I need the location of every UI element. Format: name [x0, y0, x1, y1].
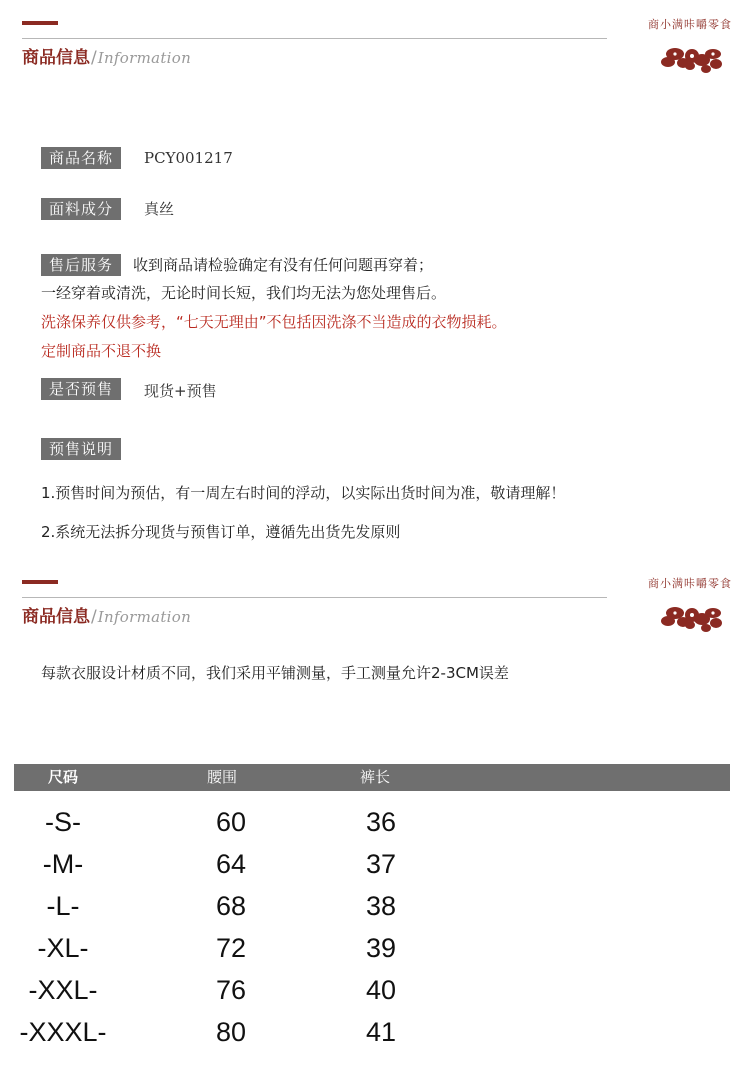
- seal-text-2: 商小满咔嚼零食: [648, 577, 732, 590]
- after-sales-line-1: 收到商品请检验确定有没有任何问题再穿着；: [133, 256, 434, 274]
- size-cell: -L-: [46, 891, 80, 921]
- no-return-notice: 定制商品不退不换: [41, 342, 162, 360]
- size-cell: -XXL-: [28, 975, 98, 1005]
- waist-cell: 64: [215, 849, 247, 879]
- presale-value: 现货+预售: [144, 382, 217, 400]
- waist-cell: 72: [215, 933, 247, 963]
- product-name-value: PCY001217: [144, 149, 233, 167]
- brand-seal-logo-2: [630, 575, 750, 635]
- presale-note-label: 预售说明: [41, 438, 121, 460]
- length-cell: 41: [365, 1017, 397, 1047]
- fabric-value: 真丝: [144, 200, 175, 218]
- after-sales-label: 售后服务: [41, 254, 121, 276]
- brand-seal-logo: [630, 16, 750, 76]
- header-waist: 腰围: [207, 768, 238, 786]
- size-cell: -XL-: [37, 933, 89, 963]
- section1-title: [22, 43, 191, 68]
- section1-title-slash: /: [91, 48, 97, 68]
- after-sales-line-2: 一经穿着或清洗，无论时间长短，我们均无法为您处理售后。: [41, 284, 447, 302]
- section2-title-slash: /: [91, 607, 97, 627]
- length-cell: 36: [365, 807, 397, 837]
- size-table-header: [14, 764, 730, 791]
- section1-divider: [22, 38, 607, 39]
- header-length: 裤长: [360, 768, 391, 786]
- length-cell: 40: [365, 975, 397, 1005]
- flower-emblem-icon: [630, 16, 750, 76]
- length-cell: 38: [365, 891, 397, 921]
- size-cell: -XXXL-: [19, 1017, 107, 1047]
- section1-title-en: Information: [97, 49, 192, 67]
- size-cell: -M-: [42, 849, 84, 879]
- section2-accent-bar: [22, 580, 58, 584]
- header-size: 尺码: [48, 768, 79, 786]
- flower-emblem-icon: [630, 575, 750, 635]
- product-name-label: 商品名称: [41, 147, 121, 169]
- length-cell: 39: [365, 933, 397, 963]
- waist-cell: 60: [215, 807, 247, 837]
- waist-cell: 68: [215, 891, 247, 921]
- measurement-note: 每款衣服设计材质不同，我们采用平铺测量，手工测量允许2-3CM误差: [41, 664, 509, 682]
- after-sales-warning-line: 洗涤保养仅供参考，“七天无理由”不包括因洗涤不当造成的衣物损耗。: [41, 313, 507, 331]
- fabric-label: 面料成分: [41, 198, 121, 220]
- presale-note-1: 1.预售时间为预估，有一周左右时间的浮动，以实际出货时间为准，敬请理解！: [41, 484, 566, 502]
- length-cell: 37: [365, 849, 397, 879]
- section2-title-en: Information: [97, 608, 192, 626]
- section2-title: [22, 602, 191, 627]
- section2-divider: [22, 597, 607, 598]
- seal-text: 商小满咔嚼零食: [648, 18, 732, 31]
- presale-label: 是否预售: [41, 378, 121, 400]
- section1-title-cn: 商品信息: [22, 48, 90, 68]
- section2-title-cn: 商品信息: [22, 607, 90, 627]
- section1-accent-bar: [22, 21, 58, 25]
- waist-cell: 80: [215, 1017, 247, 1047]
- presale-note-2: 2.系统无法拆分现货与预售订单，遵循先出货先发原则: [41, 523, 401, 541]
- waist-cell: 76: [215, 975, 247, 1005]
- size-cell: -S-: [45, 807, 81, 837]
